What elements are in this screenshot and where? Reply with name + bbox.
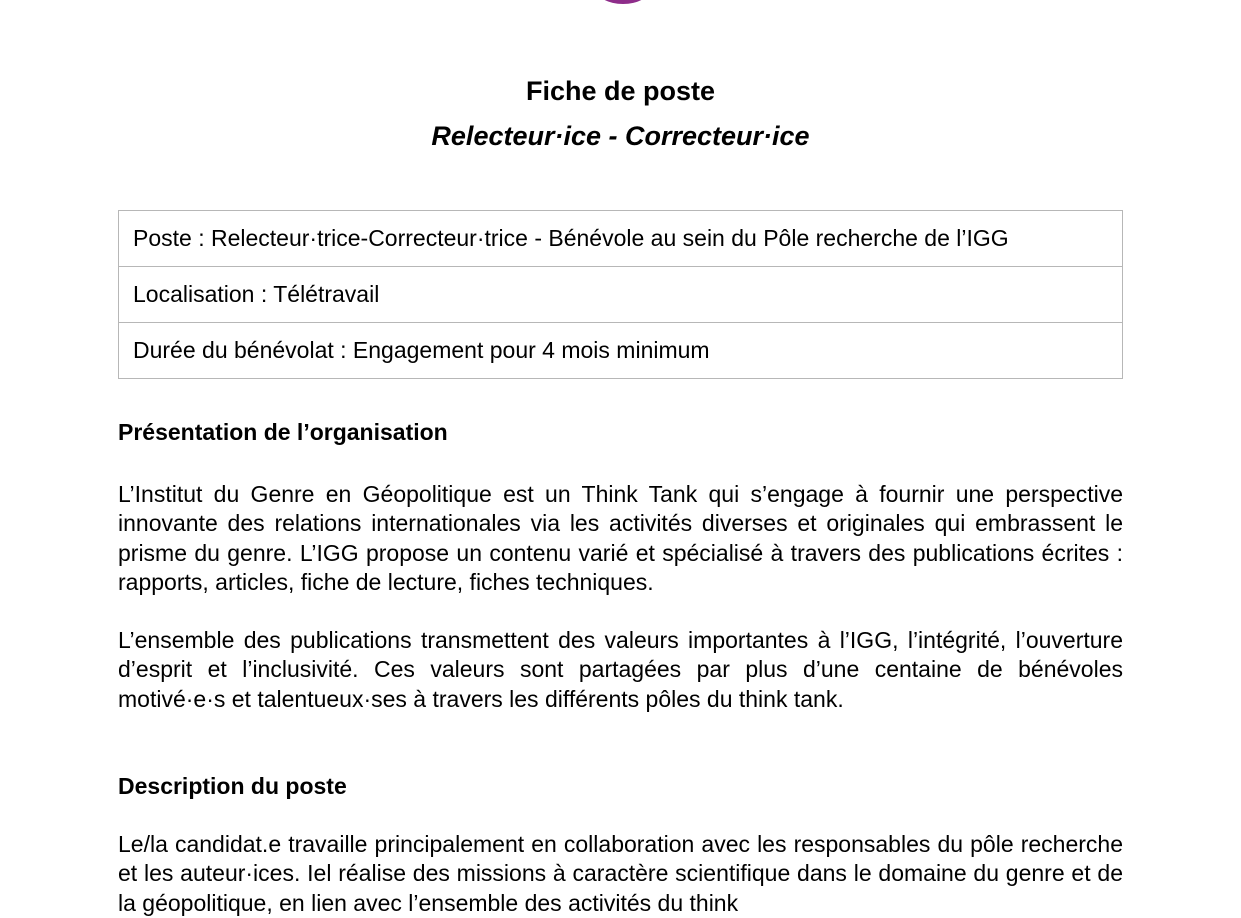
page-title: Fiche de poste <box>525 76 716 106</box>
table-row <box>119 323 1123 379</box>
info-localisation: Localisation : Télétravail <box>119 267 1123 323</box>
paragraph-organisation-1: L’Institut du Genre en Géopolitique est un Think Tank qui s’engage à fournir une perspective innovante des relations internationales via les activités diverses et originales qui embrassent le prisme du genre. L’IGG propose un contenu varié et spécialisé à travers des publications écrites : rapports, articles, fiche de lecture, fiches techniques. <box>118 481 1123 595</box>
logo-arc <box>596 0 650 4</box>
info-duree: Durée du bénévolat : Engagement pour 4 mois minimum <box>119 323 1123 379</box>
table-row <box>119 211 1123 267</box>
paragraph-description-1: Le/la candidat.e travaille principalement en collaboration avec les responsables du pôle recherche et les auteur·ices. Iel réalise des missions à caractère scientifique dans le domaine du genre et de la géopolitique, en lien avec l’ensemble des activités du think <box>118 831 1123 916</box>
job-info-table <box>118 210 1123 379</box>
paragraph-organisation-2: L’ensemble des publications transmettent des valeurs importantes à l’IGG, l’intégrité, l’ouverture d’esprit et l’inclusivité. Ces valeurs sont partagées par plus d’une centaine de bénévoles motivé·e·s et talentueux·ses à travers les différents pôles du think tank. <box>118 627 1123 712</box>
section-heading-description: Description du poste <box>118 773 347 799</box>
info-poste: Poste : Relecteur·trice-Correcteur·trice - Bénévole au sein du Pôle recherche de l’IGG <box>119 211 1123 267</box>
page-subtitle: Relecteur·ice - Correcteur·ice <box>431 121 810 151</box>
table-row <box>119 267 1123 323</box>
section-heading-organisation: Présentation de l’organisation <box>118 419 448 445</box>
